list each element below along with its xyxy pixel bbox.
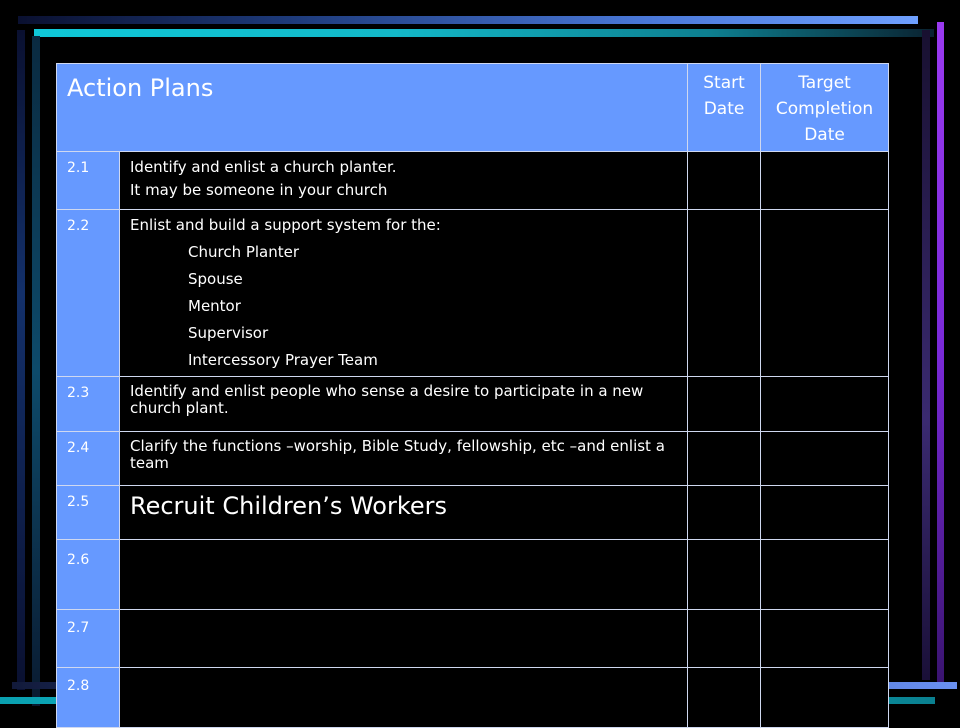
row-number: 2.8 bbox=[67, 678, 90, 694]
table-row bbox=[57, 210, 889, 377]
row-text-line: It may be someone in your church bbox=[130, 181, 388, 199]
row-number-cell bbox=[57, 610, 120, 668]
frame-bar-left bbox=[17, 30, 25, 690]
row-number: 2.7 bbox=[67, 620, 90, 636]
row-text bbox=[120, 668, 687, 674]
row-number: 2.1 bbox=[67, 160, 90, 176]
target-date-cell[interactable] bbox=[761, 668, 889, 728]
row-number-cell bbox=[57, 377, 120, 432]
header-start-cell bbox=[688, 64, 761, 152]
support-item: Supervisor bbox=[188, 324, 269, 342]
table-row bbox=[57, 540, 889, 610]
frame-bar-left-inner bbox=[32, 36, 40, 706]
header-target-cell bbox=[761, 64, 889, 152]
start-date-cell[interactable] bbox=[688, 210, 761, 377]
target-date-cell[interactable] bbox=[761, 540, 889, 610]
frame-bar-right bbox=[937, 22, 944, 682]
row-number-cell bbox=[57, 152, 120, 210]
row-number: 2.4 bbox=[67, 440, 90, 456]
target-completion-header: Target Completion Date bbox=[775, 73, 874, 145]
table-row bbox=[57, 486, 889, 540]
table-row bbox=[57, 668, 889, 728]
row-number-cell bbox=[57, 668, 120, 728]
row-description-cell bbox=[120, 610, 688, 668]
start-date-cell[interactable] bbox=[688, 486, 761, 540]
row-number: 2.2 bbox=[67, 218, 90, 234]
support-item: Spouse bbox=[188, 270, 243, 288]
support-item: Intercessory Prayer Team bbox=[188, 351, 378, 369]
row-description-cell bbox=[120, 210, 688, 377]
row-text: Identify and enlist people who sense a desire to participate in a new church plant. bbox=[130, 382, 644, 417]
table-row bbox=[57, 152, 889, 210]
header-title-cell bbox=[57, 64, 688, 152]
table-row bbox=[57, 377, 889, 432]
table-title: Action Plans bbox=[67, 74, 214, 102]
row-number: 2.6 bbox=[67, 552, 90, 568]
row-text-line: Identify and enlist a church planter. bbox=[130, 158, 397, 176]
frame-bar-top-inner bbox=[34, 29, 934, 37]
row-text bbox=[120, 540, 687, 546]
table-header-row bbox=[57, 64, 889, 152]
start-date-cell[interactable] bbox=[688, 377, 761, 432]
target-date-cell[interactable] bbox=[761, 432, 889, 486]
row-text: Recruit Children’s Workers bbox=[130, 492, 448, 520]
target-date-cell[interactable] bbox=[761, 210, 889, 377]
row-description-cell bbox=[120, 540, 688, 610]
target-date-cell[interactable] bbox=[761, 377, 889, 432]
start-date-cell[interactable] bbox=[688, 610, 761, 668]
start-date-cell[interactable] bbox=[688, 540, 761, 610]
row-description-cell bbox=[120, 486, 688, 540]
target-date-cell[interactable] bbox=[761, 152, 889, 210]
row-number: 2.5 bbox=[67, 494, 90, 510]
table-row bbox=[57, 432, 889, 486]
row-number: 2.3 bbox=[67, 385, 90, 401]
action-plans-table bbox=[56, 63, 889, 728]
row-description-cell bbox=[120, 152, 688, 210]
row-description-cell bbox=[120, 668, 688, 728]
row-text: Clarify the functions –worship, Bible Study, fellowship, etc –and enlist a team bbox=[130, 437, 665, 472]
row-text-line: Enlist and build a support system for the: bbox=[130, 216, 441, 234]
support-item: Mentor bbox=[188, 297, 241, 315]
row-description-cell bbox=[120, 432, 688, 486]
start-date-cell[interactable] bbox=[688, 668, 761, 728]
table-row bbox=[57, 610, 889, 668]
row-number-cell bbox=[57, 432, 120, 486]
row-number-cell bbox=[57, 210, 120, 377]
start-date-cell[interactable] bbox=[688, 152, 761, 210]
row-number-cell bbox=[57, 540, 120, 610]
row-text bbox=[120, 610, 687, 616]
target-date-cell[interactable] bbox=[761, 486, 889, 540]
start-date-cell[interactable] bbox=[688, 432, 761, 486]
row-description-cell bbox=[120, 377, 688, 432]
start-date-header: Start Date bbox=[703, 73, 745, 119]
row-number-cell bbox=[57, 486, 120, 540]
support-item: Church Planter bbox=[188, 243, 300, 261]
frame-bar-right-inner bbox=[922, 30, 930, 680]
target-date-cell[interactable] bbox=[761, 610, 889, 668]
frame-bar-top bbox=[18, 16, 918, 24]
